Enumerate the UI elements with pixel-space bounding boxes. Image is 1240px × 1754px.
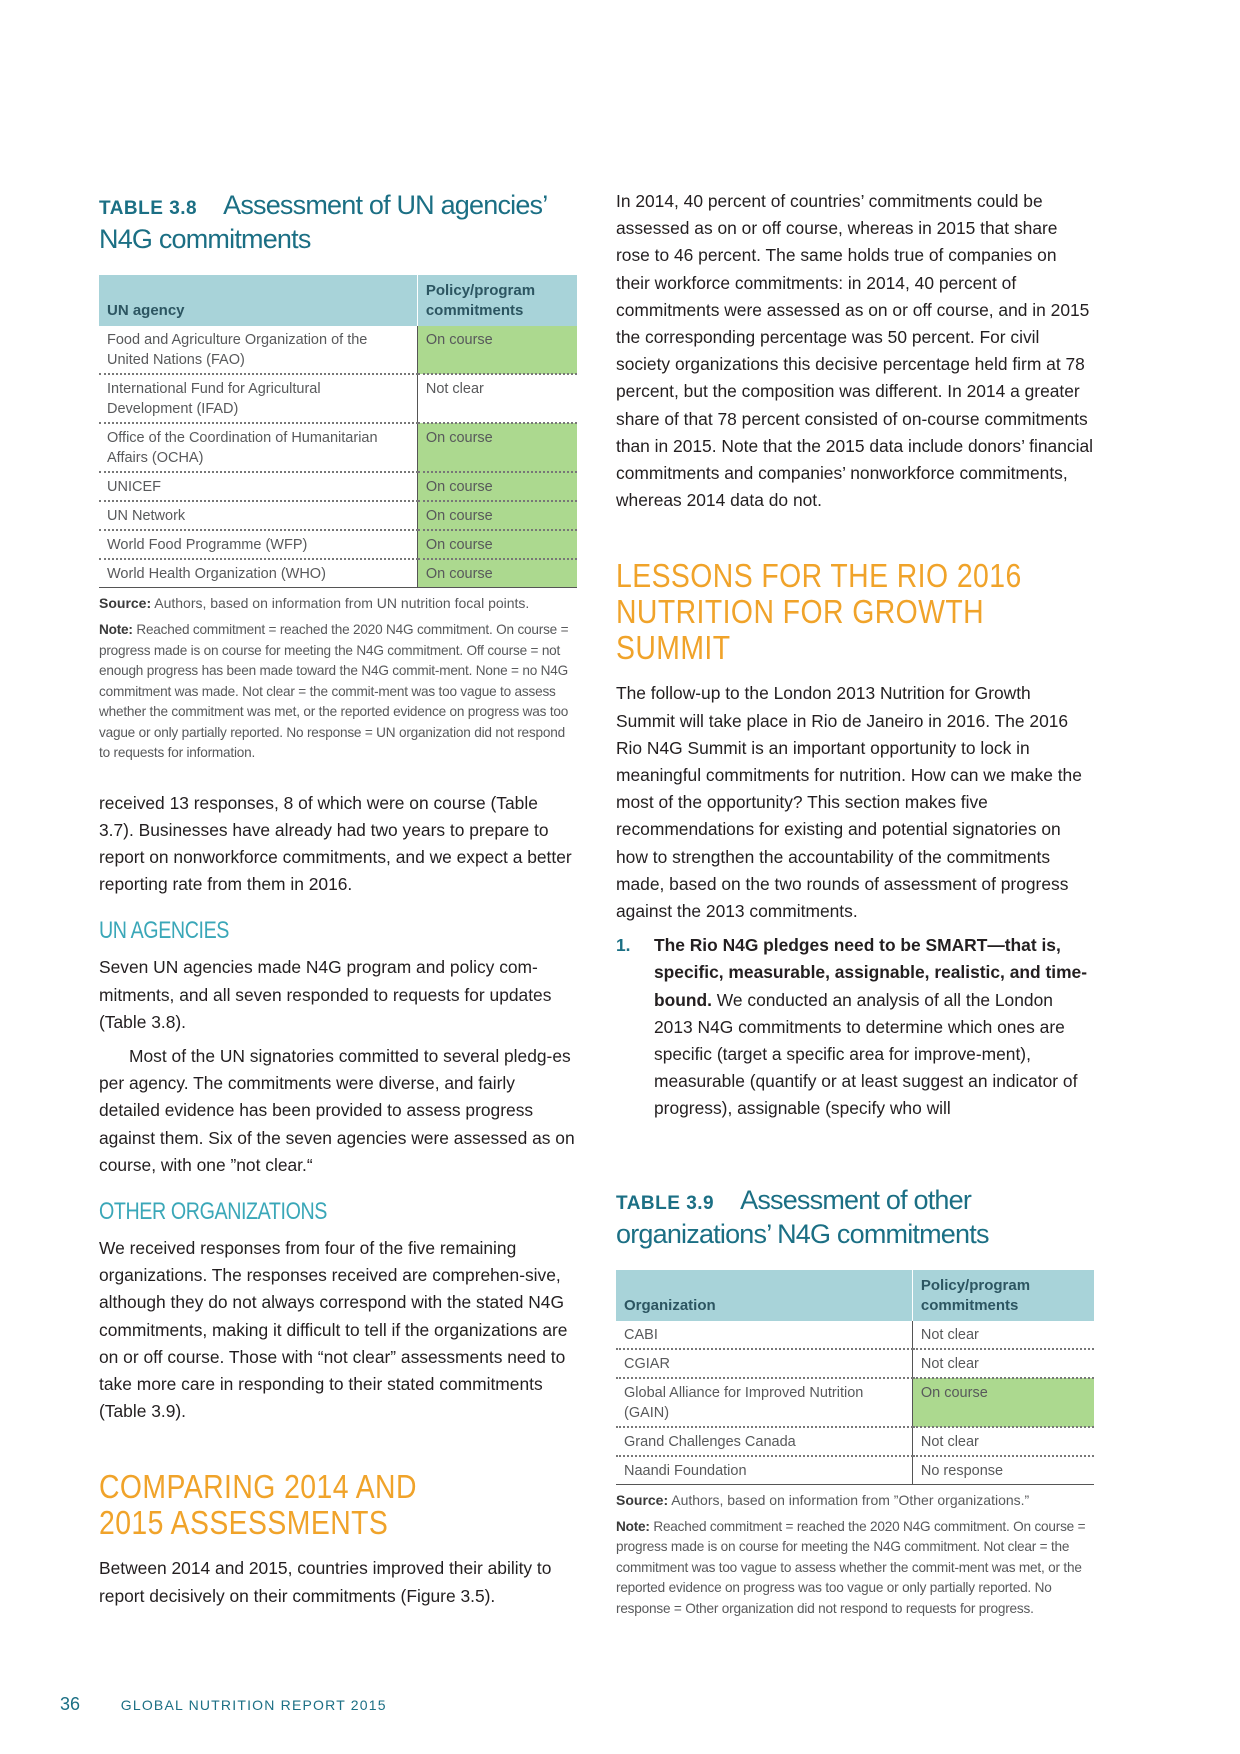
paragraph: Between 2014 and 2015, countries improved their ability to report decisively on their commitments (Figure 3.5). <box>99 1558 552 1606</box>
paragraph: Seven UN agencies made N4G program and policy com-mitments, and all seven responded to requests for updates (Table 3.8). <box>99 957 552 1032</box>
right-column <box>616 188 1094 1619</box>
table-note: Note: Reached commitment = reached the 2020 N4G commitment. On course = progress made is on course for meeting the N4G commitment. Off course = not enough progress has been made toward the N4G commit-ment. None = no N4G commitment was made. Not clear = the commit-ment was too vague to assess whether the commitment was met, or the reported evidence on progress was too vague or only partially reported. No response = UN organization did not respond to requests for information. <box>99 622 569 760</box>
status-cell: Not clear <box>912 1321 1094 1349</box>
recommendation-list <box>616 932 1094 1122</box>
status-cell: Not clear <box>912 1427 1094 1456</box>
paragraph: The follow-up to the London 2013 Nutrition for Growth Summit will take place in Rio de Janeiro in 2016. The 2016 Rio N4G Summit is an important opportunity to lock in meaningful commitments for nutrition. How can we make the most of the opportunity? This section makes five recommendations for existing and potential signatories on how to strengthen the accountability of the commitments made, based on the two rounds of assessment of progress against the 2013 commitments. <box>616 683 1082 922</box>
column-header: UN agency <box>99 275 417 326</box>
table-row <box>616 1321 1094 1349</box>
table-row <box>99 472 577 501</box>
table-source: Source: Authors, based on information from ”Other organizations.” <box>616 1491 1030 1508</box>
table-row <box>616 1427 1094 1456</box>
agency-cell: International Fund for Agricultural Development (IFAD) <box>99 374 417 423</box>
running-title: GLOBAL NUTRITION REPORT 2015 <box>120 1697 387 1713</box>
table-title: Assessment of other organizations’ N4G commitments <box>616 1184 989 1249</box>
column-header: Organization <box>616 1270 912 1321</box>
status-cell: On course <box>417 326 577 374</box>
table-3-9 <box>616 1270 1094 1485</box>
status-cell: On course <box>417 559 577 588</box>
paragraph: In 2014, 40 percent of countries’ commitments could be assessed as on or off course, whereas in 2015 that share rose to 46 percent. The same holds true of companies on their workforce commitments: in 2014, 40 percent of commitments were assessed as on or off course, and in 2015 the corresponding percentage was 50 percent. For civil society organizations this decisive percentage held firm at 78 percent, but the composition was different. In 2014 a greater share of that 78 percent consisted of on-course commitments than in 2015. Note that the 2015 data include donors’ financial commitments and companies’ nonworkforce commitments, whereas 2014 data do not. <box>616 191 1093 511</box>
table-row <box>99 326 577 374</box>
organization-cell: Global Alliance for Improved Nutrition (GAIN) <box>616 1378 912 1427</box>
organization-cell: CABI <box>616 1321 912 1349</box>
table-row <box>99 501 577 530</box>
table-label: TABLE 3.8 <box>99 198 198 219</box>
table-label: TABLE 3.9 <box>616 1192 715 1214</box>
organization-cell: CGIAR <box>616 1349 912 1378</box>
table-row <box>99 530 577 559</box>
agency-cell: World Food Programme (WFP) <box>99 530 417 559</box>
page-number: 36 <box>60 1694 81 1714</box>
agency-cell: Office of the Coordination of Humanitarian Affairs (OCHA) <box>99 423 417 472</box>
section-heading-lessons: LESSONS FOR THE RIO 2016 NUTRITION FOR GROWTH SUMMIT <box>616 557 1022 667</box>
table-row <box>616 1456 1094 1485</box>
agency-cell: World Health Organization (WHO) <box>99 559 417 588</box>
table-row <box>616 1378 1094 1427</box>
list-number: 1. <box>616 935 631 956</box>
agency-cell: UNICEF <box>99 472 417 501</box>
table-3-8 <box>99 275 577 588</box>
status-cell: On course <box>417 501 577 530</box>
section-heading-other-organizations: OTHER ORGANIZATIONS <box>99 1197 328 1225</box>
column-header: Policy/program commitments <box>912 1270 1094 1321</box>
agency-cell: UN Network <box>99 501 417 530</box>
section-heading-comparing: COMPARING 2014 AND 2015 ASSESSMENTS <box>99 1468 417 1542</box>
organization-cell: Naandi Foundation <box>616 1456 912 1485</box>
status-cell: On course <box>912 1378 1094 1427</box>
column-header: Policy/program commitments <box>417 275 577 326</box>
table-title: Assessment of UN agencies’ N4G commitments <box>99 190 547 254</box>
status-cell: No response <box>912 1456 1094 1485</box>
table-note: Note: Reached commitment = reached the 2020 N4G commitment. On course = progress made is on course for meeting the N4G commitment. Not clear = the commitment was too vague to assess whether the commit-ment was met, or the reported evidence on progress was too vague or only partially reported. No response = Other organization did not respond to requests for progress. <box>616 1518 1086 1616</box>
table-source: Source: Authors, based on information from UN nutrition focal points. <box>99 595 530 611</box>
page-footer <box>60 1694 387 1715</box>
table-row <box>99 374 577 423</box>
table-row <box>99 559 577 588</box>
recommendation-heading: The Rio N4G pledges need to be SMART—that is, specific, measurable, assignable, realistic, and time-bound. <box>654 935 1088 1010</box>
paragraph: received 13 responses, 8 of which were on course (Table 3.7). Businesses have already had two years to prepare to report on nonworkforce commitments, and we expect a better reporting rate from them in 2016. <box>99 792 572 895</box>
status-cell: Not clear <box>912 1349 1094 1378</box>
paragraph: We received responses from four of the five remaining organizations. The responses received are comprehen-sive, although they do not always correspond with the stated N4G commitments, making it difficult to tell if the organizations are on or off course. Those with “not clear” assessments need to take more care in responding to their stated commitments (Table 3.9). <box>99 1237 568 1422</box>
status-cell: On course <box>417 530 577 559</box>
table-3-8-caption <box>99 190 577 255</box>
section-heading-un-agencies: UN AGENCIES <box>99 917 230 945</box>
agency-cell: Food and Agriculture Organization of the United Nations (FAO) <box>99 326 417 374</box>
table-row <box>99 423 577 472</box>
organization-cell: Grand Challenges Canada <box>616 1427 912 1456</box>
table-row <box>616 1349 1094 1378</box>
paragraph: Most of the UN signatories committed to several pledg-es per agency. The commitments were diverse, and fairly detailed evidence has been provided to assess progress against them. Six of the seven agencies were assessed as on course, with one ”not clear.“ <box>99 1045 575 1175</box>
left-column <box>99 190 577 1617</box>
status-cell: On course <box>417 472 577 501</box>
list-item <box>616 932 1094 1122</box>
table-3-9-caption <box>616 1185 1094 1250</box>
status-cell: Not clear <box>417 374 577 423</box>
recommendation-text: We conducted an analysis of all the London 2013 N4G commitments to determine which ones are specific (target a specific area for improve-ment), measurable (quantify or at least suggest an indicator of progress), assignable (specify who will <box>654 989 1078 1119</box>
status-cell: On course <box>417 423 577 472</box>
